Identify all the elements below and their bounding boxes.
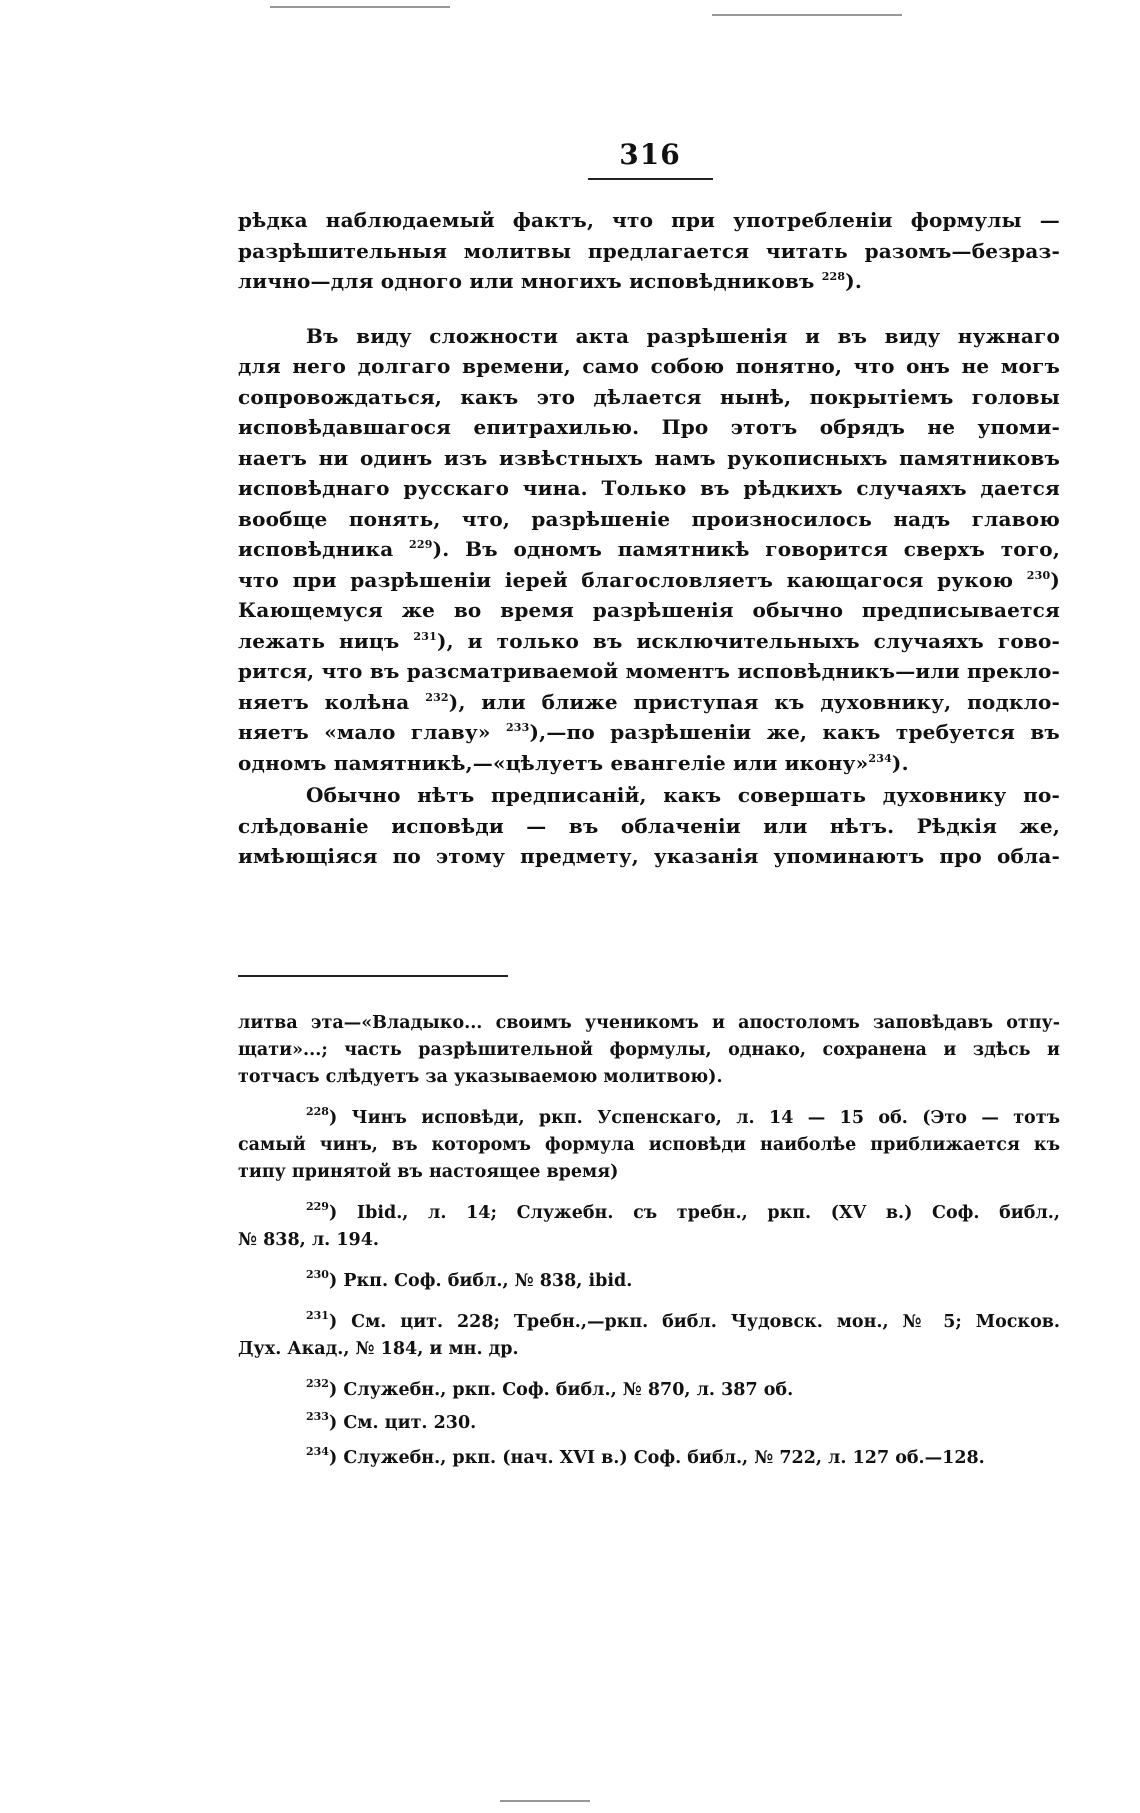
footnote-234: [238, 1445, 1060, 1472]
footnote-230: [238, 1268, 1060, 1295]
text-line: исповѣдавшагося епитрахилью. Про этотъ обрядъ не упоми-: [238, 415, 1060, 439]
footnote-ref: 232: [425, 690, 449, 704]
footnote-line: $^{234}$) Служебн., ркп. (нач. XVI в.) Соф. библ., № 722, л. 127 об.—128.: [306, 1445, 985, 1468]
footnote-line: № 838, л. 194.: [238, 1230, 379, 1250]
text-line: няетъ колѣна $^{232}$), или ближе приступая къ духовнику, подкло-: [238, 689, 1060, 714]
footnote-228: [238, 1105, 1060, 1186]
footnote-233: [238, 1410, 1060, 1437]
footnote-ref: 234: [868, 751, 892, 765]
footnote-number: 232: [306, 1377, 329, 1390]
paragraph-3: [238, 780, 1060, 872]
footnote-line: самый чинъ, въ которомъ формула исповѣди наиболѣе приближается къ: [238, 1135, 1060, 1155]
footnote-line: типу принятой въ настоящее время): [238, 1162, 619, 1182]
footnote-ref: 231: [413, 629, 437, 643]
footnote-continuation: [238, 1010, 1060, 1091]
text-line: няетъ «мало главу» $^{233}$),—по разрѣшеніи же, какъ требуется въ: [238, 720, 1060, 744]
footnote-number: 228: [306, 1105, 329, 1118]
footnote-231: [238, 1309, 1060, 1363]
page-number-underline: [588, 178, 713, 180]
footnote-number: 230: [306, 1268, 329, 1281]
text-line: рѣдка наблюдаемый фактъ, что при употребленіи формулы —: [238, 208, 1060, 232]
text-line: рится, что въ разсматриваемой моментъ исповѣдникъ—или прекло-: [238, 659, 1060, 683]
footnote-line: Дух. Акад., № 184, и мн. др.: [238, 1339, 519, 1359]
text-line: одномъ памятникѣ,—«цѣлуетъ евангеліе или икону»$^{234}$).: [238, 750, 909, 775]
footnote-line: $^{229}$) Ibid., л. 14; Служебн. съ требн., ркп. (XV в.) Соф. библ.,: [306, 1200, 1060, 1223]
paragraph-1: [238, 205, 1060, 297]
page-number: 316: [619, 138, 681, 171]
scan-artifact-top-right: [712, 14, 902, 16]
text-line: исповѣдника $^{229}$). Въ одномъ памятникѣ говорится сверхъ того,: [238, 537, 1060, 561]
text-line: Кающемуся же во время разрѣшенія обычно предписывается: [238, 598, 1060, 622]
text-line: лично—для одного или многихъ исповѣдниковъ $^{228}$).: [238, 269, 863, 293]
paragraph-2: [238, 321, 1060, 779]
footnote-ref: 228: [821, 270, 846, 283]
footnote-229: [238, 1200, 1060, 1254]
text-line: сопровождаться, какъ это дѣлается нынѣ, покрытіемъ головы: [238, 384, 1060, 409]
footnote-number: 233: [306, 1410, 329, 1423]
footnote-ref: 229: [409, 538, 433, 551]
text-line: наетъ ни одинъ изъ извѣстныхъ намъ рукописныхъ памятниковъ: [238, 445, 1060, 470]
footnote-line: литва эта—«Владыко... своимъ ученикомъ и апостоломъ заповѣдавъ отпу-: [238, 1013, 1060, 1033]
footnote-line: щати»...; часть разрѣшительной формулы, однако, сохранена и здѣсь и: [238, 1040, 1060, 1060]
footnote-number: 234: [306, 1445, 329, 1458]
footnote-line: $^{232}$) Служебн., ркп. Соф. библ., № 870, л. 387 об.: [306, 1377, 794, 1400]
text-line: разрѣшительныя молитвы предлагается читать разомъ—безраз-: [238, 238, 1060, 263]
footnote-ref: 230: [1026, 568, 1051, 582]
text-line: что при разрѣшеніи іерей благословляетъ кающагося рукою $^{230}$): [238, 567, 1060, 592]
text-line: Въ виду сложности акта разрѣшенія и въ виду нужнаго: [306, 323, 1060, 348]
footnote-232: [238, 1377, 1060, 1404]
text-line: Обычно нѣтъ предписаній, какъ совершать духовнику по-: [306, 783, 1060, 807]
footnote-separator: [238, 975, 508, 977]
footnotes: [238, 1010, 1060, 1472]
scan-artifact-top-left: [270, 6, 450, 8]
text-line: слѣдованіе исповѣди — въ облаченіи или нѣтъ. Рѣдкія же,: [238, 813, 1060, 838]
text-line: исповѣднаго русскаго чина. Только въ рѣдкихъ случаяхъ дается: [238, 476, 1060, 500]
scan-artifact-bottom: [500, 1800, 590, 1802]
footnote-line: $^{233}$) См. цит. 230.: [306, 1410, 477, 1433]
footnote-number: 229: [306, 1200, 329, 1213]
footnote-line: $^{228}$) Чинъ исповѣди, ркп. Успенскаго, л. 14 — 15 об. (Это — тотъ: [306, 1105, 1060, 1128]
footnote-line: $^{231}$) См. цит. 228; Требн.,—ркп. библ. Чудовск. мон., № 5; Москов.: [306, 1309, 1060, 1332]
text-line: лежать ницъ $^{231}$), и только въ исключительныхъ случаяхъ гово-: [238, 628, 1061, 653]
text-line: для него долгаго времени, само собою понятно, что онъ не могъ: [238, 354, 1060, 378]
text-line: имѣющіяся по этому предмету, указанія упоминаютъ про обла-: [238, 844, 1060, 868]
footnote-ref: 233: [505, 721, 530, 734]
text-line: вообще понять, что, разрѣшеніе произносилось надъ главою: [238, 506, 1060, 531]
footnote-line: $^{230}$) Ркп. Соф. библ., № 838, ibid.: [306, 1268, 633, 1291]
footnote-number: 231: [306, 1309, 329, 1322]
footnote-line: тотчасъ слѣдуетъ за указываемою молитвою).: [238, 1067, 723, 1087]
main-text: [238, 205, 1060, 872]
